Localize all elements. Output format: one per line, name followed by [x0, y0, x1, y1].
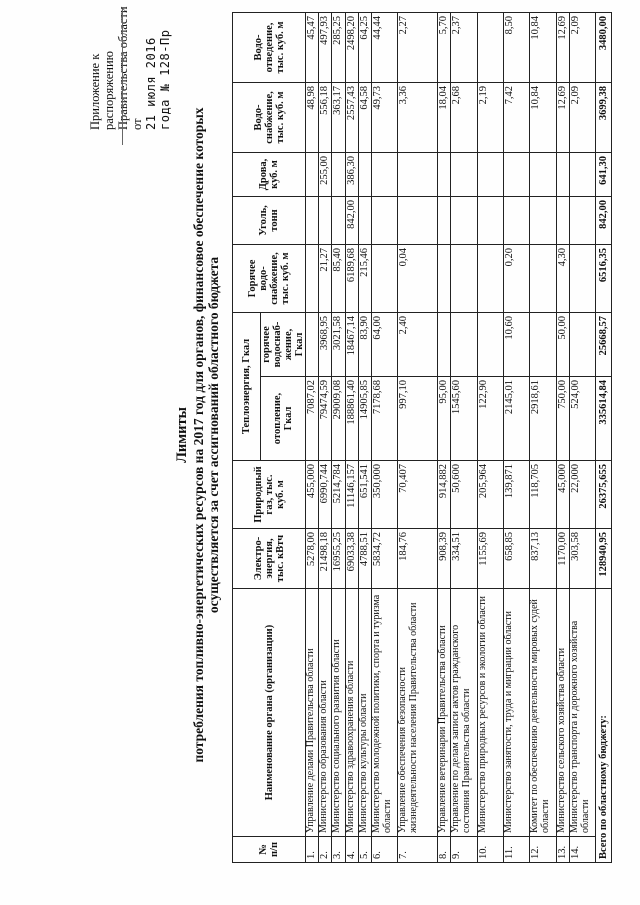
cell-coal: [504, 196, 530, 244]
table-row: [530, 12, 556, 862]
cell-hotwater-heat: [530, 312, 556, 376]
cell-water-supply: 2,68: [451, 82, 477, 152]
table-row: [345, 12, 358, 862]
table-row: [451, 12, 477, 862]
cell-heating: 79474,59: [319, 377, 332, 461]
header-name: Наименование органа (организации): [233, 589, 306, 837]
total-hotwater-heat: 25668,57: [596, 312, 612, 376]
header-heating: отопление, Гкал: [261, 377, 306, 461]
cell-heating: 1545,60: [451, 377, 477, 461]
cell-water-supply: 363,17: [332, 82, 345, 152]
cell-wood: [477, 152, 503, 196]
table-row: [358, 12, 371, 862]
cell-gas: 455,000: [306, 461, 319, 529]
total-row: [596, 12, 612, 862]
cell-electricity: 5834,72: [372, 529, 398, 589]
cell-gas: 5214,784: [332, 461, 345, 529]
cell-num: 8.: [438, 837, 451, 863]
cell-hotwater-heat: [477, 312, 503, 376]
total-water-disposal: 3480,00: [596, 12, 612, 82]
cell-num: 14.: [570, 837, 596, 863]
cell-hotwater-heat: 3021,58: [332, 312, 345, 376]
cell-heating: 750,00: [556, 377, 569, 461]
cell-gas: 11146,157: [345, 461, 358, 529]
cell-hotwater: [372, 244, 398, 312]
cell-gas: 50,600: [451, 461, 477, 529]
cell-water-disposal: 5,70: [438, 12, 451, 82]
cell-heating: 524,00: [570, 377, 596, 461]
cell-org-name: Управление обеспечения безопасности жизнедеятельности населения Правительства области: [398, 589, 438, 837]
header-water-disposal: Водо-отведение, тыс. куб. м: [233, 12, 306, 82]
cell-water-disposal: [477, 12, 503, 82]
cell-hotwater-heat: 83,90: [358, 312, 371, 376]
cell-wood: [530, 152, 556, 196]
cell-org-name: Министерство транспорта и дорожного хозяйства области: [570, 589, 596, 837]
cell-heating: 122,90: [477, 377, 503, 461]
cell-num: 3.: [332, 837, 345, 863]
cell-water-disposal: 64,25: [358, 12, 371, 82]
cell-water-disposal: 10,84: [530, 12, 556, 82]
cell-water-disposal: 2,09: [570, 12, 596, 82]
cell-org-name: Министерство сельского хозяйства области: [556, 589, 569, 837]
cell-heating: 7178,68: [372, 377, 398, 461]
total-label: Всего по областному бюджету:: [596, 589, 612, 863]
cell-heating: 95,00: [438, 377, 451, 461]
header-num: № п/п: [233, 837, 306, 863]
table-body: [306, 12, 612, 862]
cell-org-name: Министерство здравоохранения области: [345, 589, 358, 837]
cell-water-disposal: 2,27: [398, 12, 438, 82]
table-row: [332, 12, 345, 862]
cell-num: 1.: [306, 837, 319, 863]
table-header-row: [233, 12, 261, 862]
cell-org-name: Министерство природных ресурсов и экологии области: [477, 589, 503, 837]
cell-hotwater-heat: 3968,95: [319, 312, 332, 376]
cell-water-disposal: 44,44: [372, 12, 398, 82]
cell-gas: 651,541: [358, 461, 371, 529]
cell-gas: 6990,744: [319, 461, 332, 529]
title-line-3: осуществляется за счет ассигнований областного бюджета: [206, 256, 221, 614]
cell-hotwater: 4,30: [556, 244, 569, 312]
cell-num: 2.: [319, 837, 332, 863]
cell-water-supply: 556,18: [319, 82, 332, 152]
cell-water-supply: 10,84: [530, 82, 556, 152]
limits-table: [232, 12, 612, 863]
cell-num: 6.: [372, 837, 398, 863]
total-heating: 335614,84: [596, 377, 612, 461]
cell-coal: [570, 196, 596, 244]
total-electricity: 128940,95: [596, 529, 612, 589]
header-electricity: Электро-энергия, тыс. кВтч: [233, 529, 306, 589]
cell-water-supply: 2,19: [477, 82, 503, 152]
table-row: [319, 12, 332, 862]
cell-water-disposal: 497,93: [319, 12, 332, 82]
table-row: [398, 12, 438, 862]
cell-water-supply: 2,09: [570, 82, 596, 152]
cell-wood: [398, 152, 438, 196]
cell-gas: 139,871: [504, 461, 530, 529]
appendix-date: 21 июля 2016 года № 128-Пр: [144, 29, 172, 130]
cell-coal: [372, 196, 398, 244]
table-row: [504, 12, 530, 862]
cell-heating: 2918,61: [530, 377, 556, 461]
cell-num: 13.: [556, 837, 569, 863]
cell-coal: [332, 196, 345, 244]
cell-hotwater-heat: 2,40: [398, 312, 438, 376]
cell-wood: [556, 152, 569, 196]
cell-org-name: Министерство занятости, труда и миграции области: [504, 589, 530, 837]
cell-water-supply: 49,73: [372, 82, 398, 152]
cell-electricity: 837,13: [530, 529, 556, 589]
header-water-supply: Водо-снабжение, тыс. куб. м: [233, 82, 306, 152]
cell-org-name: Министерство молодежной политики, спорта и туризма области: [372, 589, 398, 837]
cell-num: 9.: [451, 837, 477, 863]
appendix-line-1: Приложение к распоряжению: [88, 50, 116, 130]
cell-hotwater: 21,27: [319, 244, 332, 312]
cell-wood: [358, 152, 371, 196]
cell-wood: [306, 152, 319, 196]
cell-electricity: 334,51: [451, 529, 477, 589]
cell-heating: 188861,40: [345, 377, 358, 461]
cell-hotwater-heat: 50,00: [556, 312, 569, 376]
cell-coal: [358, 196, 371, 244]
cell-org-name: Министерство культуры области: [358, 589, 371, 837]
cell-hotwater: 6189,68: [345, 244, 358, 312]
cell-water-supply: 3,36: [398, 82, 438, 152]
cell-water-supply: 2557,43: [345, 82, 358, 152]
cell-coal: 842,00: [345, 196, 358, 244]
cell-electricity: 16955,25: [332, 529, 345, 589]
cell-hotwater: [451, 244, 477, 312]
cell-wood: 386,30: [345, 152, 358, 196]
cell-hotwater: [477, 244, 503, 312]
cell-coal: [451, 196, 477, 244]
total-wood: 641,30: [596, 152, 612, 196]
cell-coal: [306, 196, 319, 244]
cell-wood: [570, 152, 596, 196]
cell-gas: 350,000: [372, 461, 398, 529]
cell-gas: 45,000: [556, 461, 569, 529]
cell-electricity: 1170,00: [556, 529, 569, 589]
cell-num: 12.: [530, 837, 556, 863]
cell-heating: 997,10: [398, 377, 438, 461]
header-hotwater: Горячее водо-снабжение, тыс. куб. м: [233, 244, 306, 312]
cell-coal: [530, 196, 556, 244]
cell-org-name: Управление ветеринарии Правительства области: [438, 589, 451, 837]
title-line-1: Лимиты: [174, 407, 190, 463]
cell-electricity: 184,76: [398, 529, 438, 589]
title-line-2: потребления топливно-энергетических ресурсов на 2017 год для органов, финансовое обеспечение которых: [191, 107, 206, 763]
cell-heating: 2145,01: [504, 377, 530, 461]
cell-water-disposal: 45,47: [306, 12, 319, 82]
cell-coal: [398, 196, 438, 244]
cell-wood: [451, 152, 477, 196]
cell-water-disposal: 12,69: [556, 12, 569, 82]
cell-hotwater: 85,40: [332, 244, 345, 312]
appendix-line-2: Правительства области от: [116, 6, 144, 130]
cell-electricity: 908,39: [438, 529, 451, 589]
cell-hotwater: [438, 244, 451, 312]
appendix-note: [88, 2, 172, 130]
table-row: [306, 12, 319, 862]
table-row: [477, 12, 503, 862]
cell-hotwater: 215,46: [358, 244, 371, 312]
cell-water-disposal: 285,25: [332, 12, 345, 82]
cell-heating: 7087,02: [306, 377, 319, 461]
table-row: [372, 12, 398, 862]
cell-gas: 205,964: [477, 461, 503, 529]
cell-gas: 914,882: [438, 461, 451, 529]
cell-num: 11.: [504, 837, 530, 863]
cell-electricity: 69033,38: [345, 529, 358, 589]
total-water-supply: 3699,38: [596, 82, 612, 152]
cell-wood: [438, 152, 451, 196]
header-hotwater-heat: горячее водоснаб-жение, Гкал: [261, 312, 306, 376]
header-gas: Природный газ, тыс. куб. м: [233, 461, 306, 529]
table-row: [556, 12, 569, 862]
cell-electricity: 303,58: [570, 529, 596, 589]
cell-water-disposal: 8,50: [504, 12, 530, 82]
cell-hotwater: [530, 244, 556, 312]
signature-line: [122, 9, 123, 145]
cell-org-name: Министерство социального развития области: [332, 589, 345, 837]
cell-coal: [477, 196, 503, 244]
cell-electricity: 5278,00: [306, 529, 319, 589]
total-hotwater: 6516,35: [596, 244, 612, 312]
cell-hotwater-heat: 10,60: [504, 312, 530, 376]
cell-hotwater-heat: 64,00: [372, 312, 398, 376]
cell-hotwater: 0,20: [504, 244, 530, 312]
cell-hotwater-heat: 18467,14: [345, 312, 358, 376]
cell-water-disposal: 2,37: [451, 12, 477, 82]
cell-org-name: Министерство образования области: [319, 589, 332, 837]
cell-hotwater-heat: [306, 312, 319, 376]
cell-hotwater: [306, 244, 319, 312]
cell-num: 4.: [345, 837, 358, 863]
cell-heating: 29009,08: [332, 377, 345, 461]
header-coal: Уголь, тонн: [233, 196, 306, 244]
cell-num: 5.: [358, 837, 371, 863]
cell-hotwater-heat: [451, 312, 477, 376]
cell-gas: 118,705: [530, 461, 556, 529]
cell-org-name: Управление делами Правительства области: [306, 589, 319, 837]
cell-hotwater-heat: [570, 312, 596, 376]
cell-wood: 255,00: [319, 152, 332, 196]
cell-water-supply: 18,04: [438, 82, 451, 152]
cell-hotwater: 0,04: [398, 244, 438, 312]
cell-water-supply: 64,58: [358, 82, 371, 152]
cell-heating: 14905,85: [358, 377, 371, 461]
cell-electricity: 4788,51: [358, 529, 371, 589]
document-title: [174, 20, 221, 850]
cell-water-supply: 7,42: [504, 82, 530, 152]
cell-gas: 70,407: [398, 461, 438, 529]
table-row: [438, 12, 451, 862]
cell-hotwater: [570, 244, 596, 312]
cell-num: 10.: [477, 837, 503, 863]
total-gas: 26375,655: [596, 461, 612, 529]
table-row: [570, 12, 596, 862]
cell-wood: [332, 152, 345, 196]
cell-num: 7.: [398, 837, 438, 863]
cell-coal: [438, 196, 451, 244]
cell-water-disposal: 2498,20: [345, 12, 358, 82]
cell-wood: [372, 152, 398, 196]
cell-org-name: Комитет по обеспечению деятельности мировых судей области: [530, 589, 556, 837]
cell-gas: 22,000: [570, 461, 596, 529]
header-wood: Дрова, куб. м: [233, 152, 306, 196]
cell-coal: [556, 196, 569, 244]
cell-electricity: 1155,69: [477, 529, 503, 589]
header-heat-group: Теплоэнергия, Гкал: [233, 312, 261, 460]
total-coal: 842,00: [596, 196, 612, 244]
cell-electricity: 21498,18: [319, 529, 332, 589]
cell-org-name: Управление по делам записи актов гражданского состояния Правительства области: [451, 589, 477, 837]
cell-hotwater-heat: [438, 312, 451, 376]
cell-electricity: 658,85: [504, 529, 530, 589]
cell-water-supply: 12,69: [556, 82, 569, 152]
cell-coal: [319, 196, 332, 244]
cell-water-supply: 48,98: [306, 82, 319, 152]
cell-wood: [504, 152, 530, 196]
